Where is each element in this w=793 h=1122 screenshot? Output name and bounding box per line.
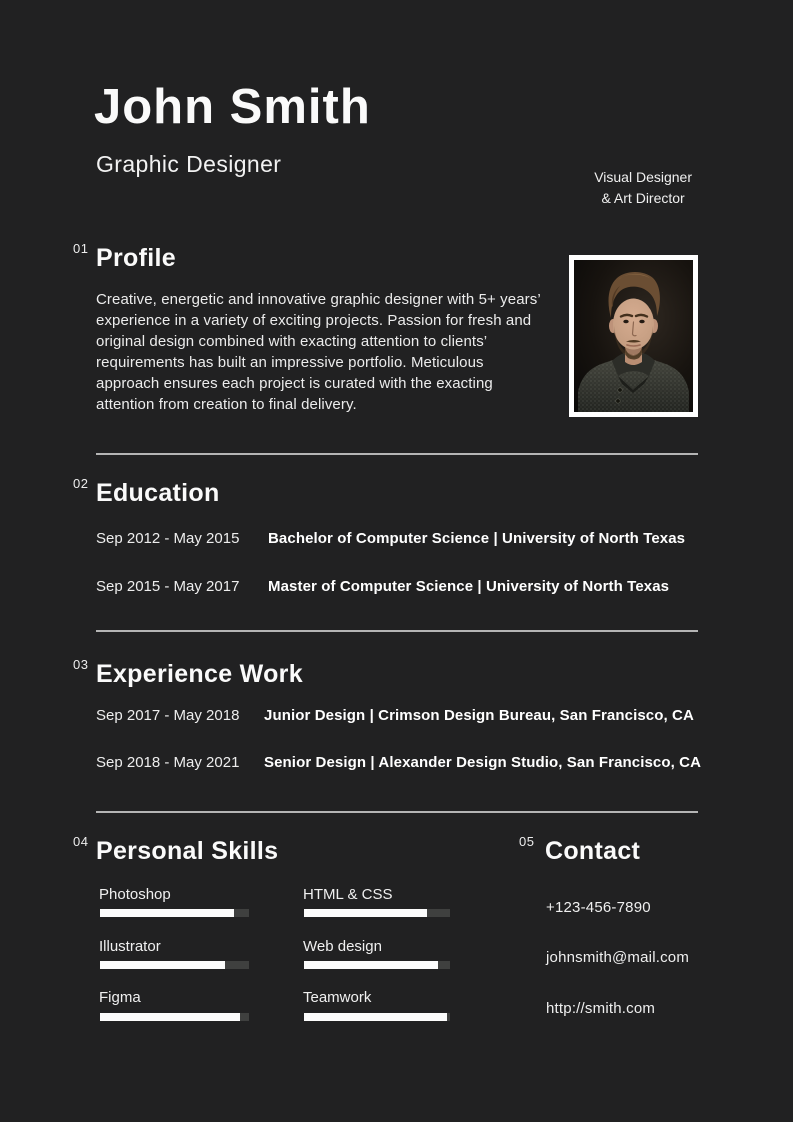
skill-bar [304,909,450,917]
section-number-experience: 03 [73,657,89,672]
section-number-contact: 05 [519,834,535,849]
section-heading-education: Education [96,479,220,507]
skill-bar [304,1013,450,1021]
skill-bar [304,961,450,969]
divider [96,811,698,813]
contact-website: http://smith.com [546,1000,656,1017]
divider [96,630,698,632]
person-job-title: Graphic Designer [96,151,282,177]
section-heading-profile: Profile [96,244,176,272]
skill-bar-fill [304,1013,447,1021]
section-heading-experience: Experience Work [96,660,303,688]
section-heading-contact: Contact [545,837,641,865]
skill-bar [100,961,249,969]
experience-item-dates: Sep 2018 - May 2021 [96,754,240,771]
education-item-dates: Sep 2012 - May 2015 [96,530,240,547]
divider [96,453,698,455]
portrait-photo-illustration [574,260,693,412]
skill-label: HTML & CSS [303,886,393,903]
experience-item-description: Junior Design | Crimson Design Bureau, San Francisco, CA [264,707,694,724]
skill-bar-fill [100,909,234,917]
section-number-profile: 01 [73,241,89,256]
section-number-education: 02 [73,476,89,491]
experience-item-dates: Sep 2017 - May 2018 [96,707,240,724]
education-item-dates: Sep 2015 - May 2017 [96,578,240,595]
skill-bar-fill [304,961,438,969]
skill-label: Teamwork [303,989,372,1006]
contact-phone: +123-456-7890 [546,899,651,916]
skill-label: Figma [99,989,141,1006]
skill-bar-fill [100,961,225,969]
tagline [594,167,692,209]
skill-label: Illustrator [99,938,161,955]
skill-bar-fill [100,1013,240,1021]
education-item-description: Bachelor of Computer Science | University of North Texas [268,530,686,547]
profile-paragraph: Creative, energetic and innovative graphic designer with 5+ years’ experience in a variety of exciting projects. Passion for fresh and original design combined with exacting attention to clients’ requirements has built an impressive portfolio. Meticulous approach ensures each project is curated with the exacting attention from creation to final delivery. [96,291,541,413]
education-item-description: Master of Computer Science | University of North Texas [268,578,670,595]
experience-item-description: Senior Design | Alexander Design Studio, San Francisco, CA [264,754,702,771]
section-number-skills: 04 [73,834,89,849]
person-name: John Smith [94,80,371,134]
skill-bar [100,909,249,917]
skill-label: Web design [303,938,382,955]
tagline-line2: & Art Director [601,190,685,206]
skill-label: Photoshop [99,886,171,903]
portrait-photo [569,255,698,417]
skill-bar-fill [304,909,427,917]
section-heading-skills: Personal Skills [96,837,279,865]
contact-email: johnsmith@mail.com [546,949,690,966]
tagline-line1: Visual Designer [594,169,692,185]
skill-bar [100,1013,249,1021]
